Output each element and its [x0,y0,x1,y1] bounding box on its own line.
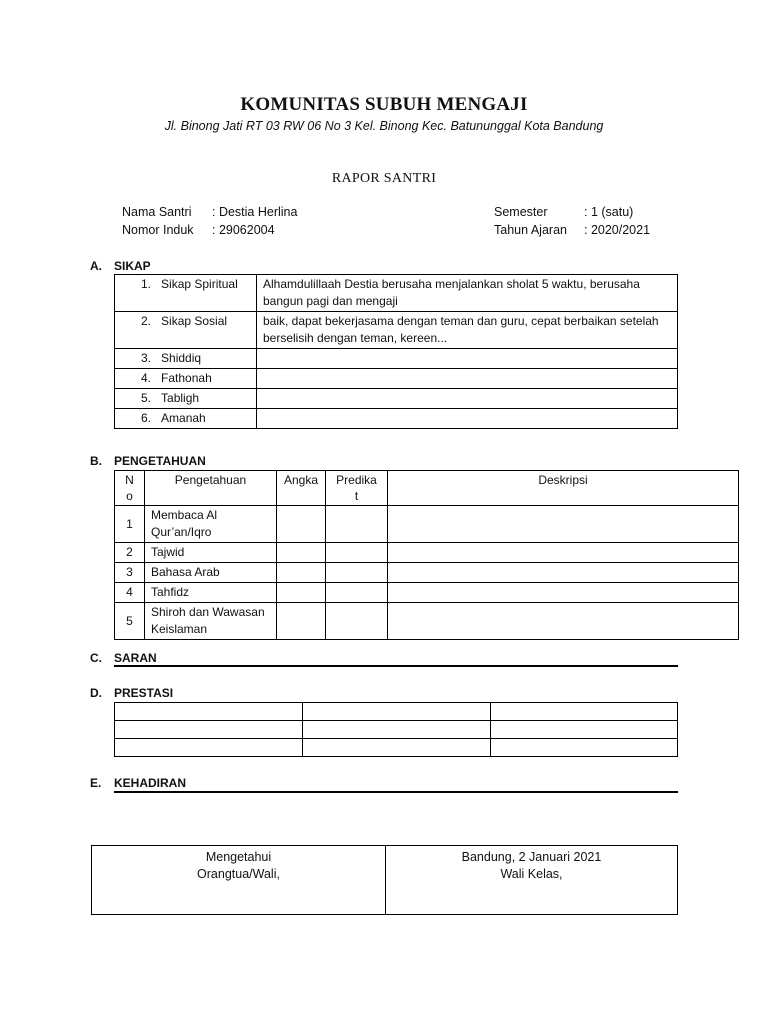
sikap-label-cell [115,389,257,409]
subject-line1: Membaca Al [151,508,218,522]
row-predikat [326,563,388,583]
row-subject [145,506,277,543]
row-subject: Tajwid [145,543,277,563]
table-row [115,703,678,721]
id-value: : 29062004 [212,223,275,237]
row-no: 1 [115,506,145,543]
table-row [115,543,739,563]
saran-line [114,665,678,667]
sikap-desc-cell [257,349,678,369]
section-c-letter: C. [90,651,102,665]
parent-signature [92,846,386,914]
document-title: RAPOR SANTRI [331,171,437,186]
header-angka: Angka [277,471,326,506]
sikap-label-cell [115,312,257,349]
sikap-desc-cell [257,409,678,429]
row-no: 3 [115,563,145,583]
row-deskripsi [388,603,739,640]
table-row [115,349,678,369]
section-b-letter: B. [90,454,102,468]
sikap-desc-cell: Alhamdulillaah Destia berusaha menjalankan sholat 5 waktu, berusaha bangun pagi dan mengaji [257,275,678,312]
table-row [115,721,678,739]
row-number: 4. [141,371,152,385]
prestasi-cell [303,721,491,739]
row-label: Fathonah [161,371,212,385]
sikap-label-cell [115,349,257,369]
row-predikat [326,506,388,543]
prestasi-cell [491,739,678,757]
year-label: Tahun Ajaran [494,223,567,237]
header-deskripsi: Deskripsi [388,471,739,506]
header-predikat [326,471,388,506]
row-number: 6. [141,411,152,425]
row-subject: Bahasa Arab [145,563,277,583]
parent-sign-line1: Mengetahui [205,850,272,864]
prestasi-cell [115,721,303,739]
prestasi-cell [491,721,678,739]
subject-line1: Shiroh dan Wawasan [151,605,265,619]
sikap-label-cell [115,369,257,389]
section-c-title: SARAN [114,651,157,665]
row-no: 4 [115,583,145,603]
row-predikat [326,543,388,563]
header-predikat-line2: t [354,489,359,503]
org-address: Jl. Binong Jati RT 03 RW 06 No 3 Kel. Binong Kec. Batununggal Kota Bandung [164,119,604,133]
table-row [115,603,739,640]
year-value: : 2020/2021 [584,223,651,237]
sikap-label-cell [115,409,257,429]
row-label: Amanah [161,411,206,425]
teacher-sign-line1: Bandung, 2 Januari 2021 [461,850,602,864]
prestasi-cell [115,739,303,757]
signature-box [91,845,678,915]
prestasi-cell [303,739,491,757]
table-row [115,583,739,603]
row-number: 5. [141,391,152,405]
table-row [115,409,678,429]
section-d-letter: D. [90,686,102,700]
table-row [115,563,739,583]
header-no-line2: o [126,489,133,503]
table-row [115,275,678,312]
table-row [115,739,678,757]
table-header-row [115,471,739,506]
row-number: 1. [141,277,152,291]
row-label: Sikap Sosial [161,314,228,328]
teacher-signature [386,846,677,914]
semester-value: : 1 (satu) [584,205,634,219]
row-angka [277,543,326,563]
sikap-table [114,274,678,429]
id-label: Nomor Induk [122,223,194,237]
prestasi-table [114,702,678,757]
table-row [115,506,739,543]
row-angka [277,563,326,583]
row-number: 2. [141,314,152,328]
table-row [115,389,678,409]
table-row [115,369,678,389]
prestasi-cell [303,703,491,721]
section-e-letter: E. [90,776,102,790]
sikap-label-cell [115,275,257,312]
sikap-desc-cell [257,389,678,409]
prestasi-cell [491,703,678,721]
row-predikat [326,603,388,640]
semester-label: Semester [494,205,548,219]
header-predikat-line1: Predika [336,473,377,487]
header-no-line1: N [125,473,134,487]
prestasi-cell [115,703,303,721]
row-predikat [326,583,388,603]
row-label: Sikap Spiritual [161,277,238,291]
sikap-desc-cell: baik, dapat bekerjasama dengan teman dan guru, cepat berbaikan setelah berselisih dengan teman, kereen... [257,312,678,349]
row-deskripsi [388,543,739,563]
sikap-desc-cell [257,369,678,389]
name-label: Nama Santri [122,205,192,219]
row-deskripsi [388,563,739,583]
row-deskripsi [388,583,739,603]
row-no: 2 [115,543,145,563]
row-angka [277,506,326,543]
section-d-title: PRESTASI [114,686,174,700]
section-a-letter: A. [90,259,102,273]
row-deskripsi [388,506,739,543]
kehadiran-line [114,791,678,793]
row-number: 3. [141,351,152,365]
org-title: KOMUNITAS SUBUH MENGAJI [240,94,528,115]
header-no [115,471,145,506]
name-value: : Destia Herlina [212,205,298,219]
section-e-title: KEHADIRAN [114,776,186,790]
row-subject: Tahfidz [145,583,277,603]
row-angka [277,603,326,640]
section-a-title: SIKAP [114,259,151,273]
row-no: 5 [115,603,145,640]
row-subject [145,603,277,640]
teacher-sign-line2: Wali Kelas, [500,867,563,881]
parent-sign-line2: Orangtua/Wali, [197,867,280,881]
row-label: Shiddiq [161,351,202,365]
subject-line2: Qur’an/Iqro [151,525,212,539]
pengetahuan-table [114,470,739,640]
row-angka [277,583,326,603]
row-label: Tabligh [161,391,200,405]
subject-line2: Keislaman [151,622,208,636]
header-pengetahuan: Pengetahuan [145,471,277,506]
section-b-title: PENGETAHUAN [114,454,206,468]
table-row [115,312,678,349]
